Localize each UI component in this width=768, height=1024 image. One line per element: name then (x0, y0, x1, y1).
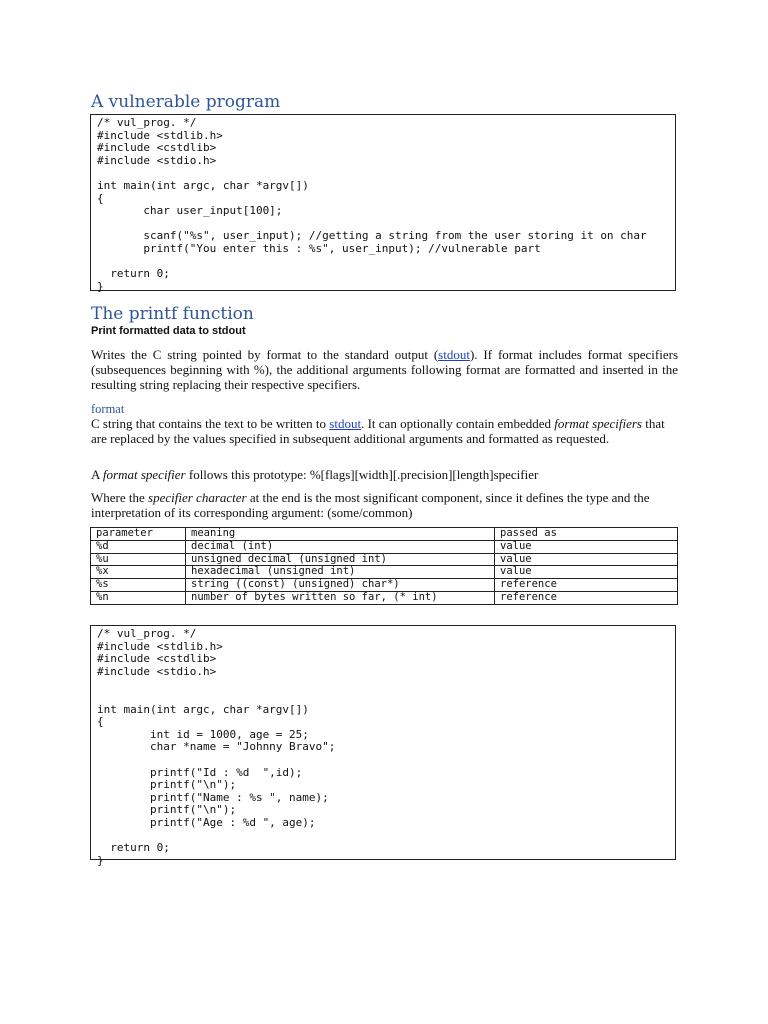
table-cell: decimal (int) (186, 540, 495, 553)
text-span: at the end is the most significant component, since it defines the type and the interpretation of its corresponding argument: (some/common) (91, 490, 650, 520)
stdout-link[interactable]: stdout (438, 347, 470, 362)
printf-description (91, 347, 678, 392)
table-cell: value (495, 566, 678, 579)
table-header-cell: passed as (495, 528, 678, 541)
text-span: Where the (91, 490, 149, 505)
table-cell: %n (91, 591, 186, 604)
section-title-printf: The printf function (91, 304, 254, 324)
table-header-cell: meaning (186, 528, 495, 541)
table-cell: unsigned decimal (unsigned int) (186, 553, 495, 566)
specifier-table (90, 527, 678, 605)
table-cell: number of bytes written so far, (* int) (186, 591, 495, 604)
text-span: A (91, 467, 103, 482)
specifier-explanation (91, 490, 678, 520)
table-cell: value (495, 540, 678, 553)
table-cell: %x (91, 566, 186, 579)
table-row (91, 540, 678, 553)
table-cell: value (495, 553, 678, 566)
text-span: C string that contains the text to be written to (91, 416, 330, 431)
table-cell: reference (495, 579, 678, 592)
text-span: ). If format includes format specifiers (subsequences beginning with %), the additional arguments following format are formatted and inserted in the resulting string replacing their respective specifiers. (91, 347, 678, 392)
table-row (91, 579, 678, 592)
text-span: follows this prototype: %[flags][width][.precision][length]specifier (185, 467, 539, 482)
table-cell: %d (91, 540, 186, 553)
code-listing: /* vul_prog. */ #include <stdlib.h> #include <cstdlib> #include <stdio.h> int main(int argc, char *argv[]) { char user_input[100]; scanf("%s", user_input); //getting a string from the user storing it on char printf("You enter this : %s", user_input); //vulnerable part return 0; } (97, 116, 647, 293)
italic-text: format specifiers (554, 416, 642, 431)
table-cell: %u (91, 553, 186, 566)
table-row (91, 566, 678, 579)
table-row (91, 591, 678, 604)
table-cell: %s (91, 579, 186, 592)
format-description (91, 416, 678, 446)
table-cell: string ((const) (unsigned) char*) (186, 579, 495, 592)
text-span: that are replaced by the values specified in subsequent additional arguments and formatted as requested. (91, 416, 665, 446)
table-header-row (91, 528, 678, 541)
table-row (91, 553, 678, 566)
table-cell: hexadecimal (unsigned int) (186, 566, 495, 579)
code-listing: /* vul_prog. */ #include <stdlib.h> #include <cstdlib> #include <stdio.h> int main(int argc, char *argv[]) { int id = 1000, age = 25; char *name = "Johnny Bravo"; printf("Id : %d ",id); printf("\n"); printf("Name : %s ", name); printf("\n"); printf("Age : %d ", age); return 0; } (97, 627, 336, 867)
format-specifier-prototype (91, 467, 678, 482)
stdout-link-2[interactable]: stdout (329, 416, 362, 431)
section-title-vulnerable-program: A vulnerable program (91, 92, 281, 112)
printf-subtitle: Print formatted data to stdout (91, 325, 246, 337)
text-span: Writes the C string pointed by format to the standard output ( (91, 347, 439, 362)
code-block-printf-example (90, 625, 676, 867)
italic-text: specifier character (148, 490, 247, 505)
code-block-vulnerable (90, 114, 676, 291)
format-heading: format (91, 402, 125, 416)
text-span: . It can optionally contain embedded (361, 416, 555, 431)
table-cell: reference (495, 591, 678, 604)
italic-text: format specifier (102, 467, 186, 482)
table-header-cell: parameter (91, 528, 186, 541)
